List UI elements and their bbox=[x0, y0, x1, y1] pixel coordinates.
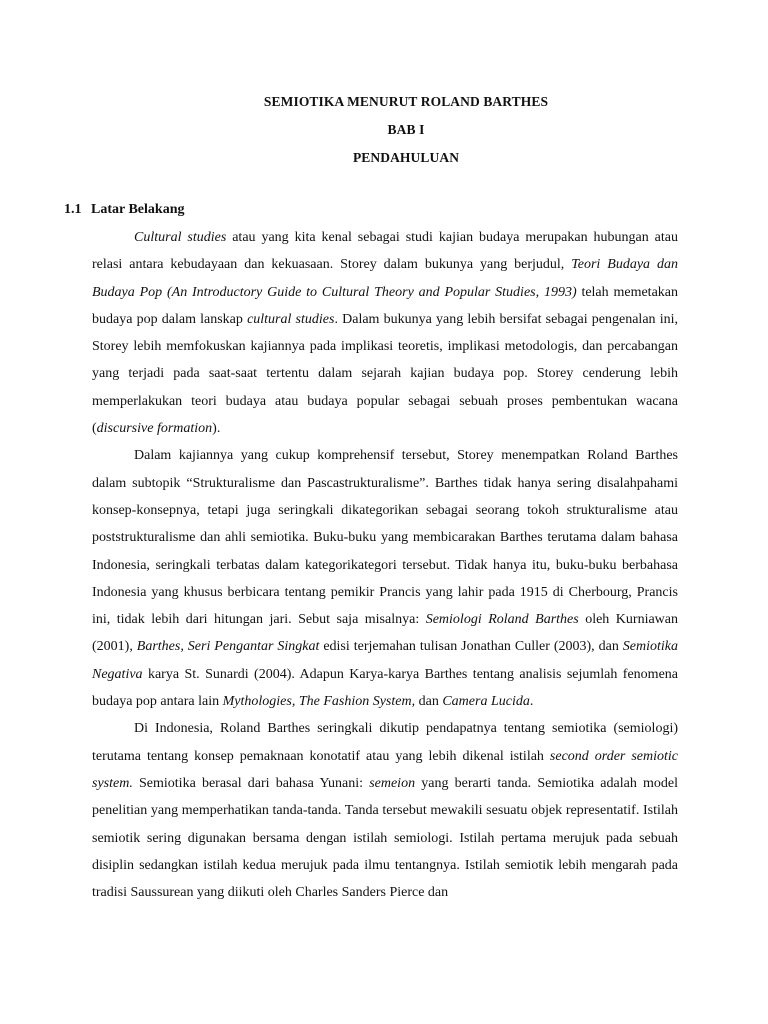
book-title: Semiologi Roland Barthes bbox=[425, 612, 579, 628]
section-heading bbox=[64, 202, 184, 218]
paragraph-1 bbox=[92, 224, 678, 442]
italic-term: semeion bbox=[369, 775, 416, 791]
text-run: telah memetakan budaya pop dalam lanskap bbox=[92, 284, 678, 327]
text-run: ). bbox=[212, 421, 221, 437]
book-title: Camera Lucida bbox=[442, 694, 530, 710]
text-run: Semiotika berasal dari bahasa Yunani: bbox=[132, 775, 370, 791]
italic-term: discursive formation bbox=[96, 421, 213, 437]
text-run: karya St. Sunardi (2004). Adapun Karya-karya Barthes tentang analisis sejumlah fenomena budaya pop antara lain bbox=[92, 666, 678, 710]
italic-term: second order semiotic system. bbox=[92, 748, 678, 791]
paragraph-3 bbox=[92, 715, 678, 906]
paragraph-2 bbox=[92, 442, 678, 715]
document-title: SEMIOTIKA MENURUT ROLAND BARTHES bbox=[263, 94, 549, 109]
book-title: Teori Budaya dan Budaya Pop (An Introductory Guide to Cultural Theory and Popular Studies, 1993) bbox=[92, 257, 678, 300]
text-run: . bbox=[529, 694, 534, 710]
book-title: Semiotika Negativa bbox=[92, 639, 678, 682]
section-number: 1.1 bbox=[64, 202, 82, 217]
text-run: . Dalam bukunya yang lebih bersifat sebagai pengenalan ini, Storey lebih memfokuskan kajiannya pada implikasi teoretis, implikasi metodologis, dan percabangan yang terjadi pada saat-saat tertentu dalam sejarah kajian budaya pop. Storey cenderung lebih memperlakukan teori budaya atau budaya popular sebagai sebuah proses pembentukan wacana ( bbox=[92, 311, 678, 437]
text-run: dan bbox=[415, 694, 443, 710]
book-title: Barthes, Seri Pengantar Singkat bbox=[136, 639, 320, 655]
text-run: yang berarti tanda. Semiotika adalah model penelitian yang memperhatikan tanda-tanda. Tanda tersebut mewakili sesuatu objek representatif. Istilah semiotik sering digunakan bersama dengan istilah semiologi. Istilah pertama merujuk pada sebuah disiplin sedangkan istilah kedua merujuk pada ilmu tentangnya. Istilah semiotik lebih mengarah pada tradisi Saussurean yang diikuti oleh Charles Sanders Pierce dan bbox=[92, 775, 678, 901]
italic-term: Cultural studies bbox=[134, 230, 227, 245]
text-run: oleh Kurniawan (2001), bbox=[92, 612, 678, 655]
chapter-label: BAB I bbox=[387, 122, 425, 137]
chapter-title: PENDAHULUAN bbox=[352, 150, 460, 165]
text-run: edisi terjemahan tulisan Jonathan Culler (2003), dan bbox=[319, 639, 623, 655]
book-title: Mythologies, The Fashion System, bbox=[222, 694, 416, 710]
body-text bbox=[92, 224, 678, 906]
text-run: Di Indonesia, Roland Barthes seringkali dikutip pendapatnya tentang semiotika (semiologi) terutama tentang konsep pemaknaan konotatif atau yang lebih dikenal istilah bbox=[92, 721, 678, 764]
text-run: atau yang kita kenal sebagai studi kajian budaya merupakan hubungan atau relasi antara kebudayaan dan kekuasaan. Storey dalam bukunya yang berjudul, bbox=[92, 230, 678, 273]
text-run: Dalam kajiannya yang cukup komprehensif tersebut, Storey menempatkan Roland Barthes dalam subtopik “Strukturalisme dan Pascastrukturalisme”. Barthes tidak hanya sering disalahpahami konsep-konsepnya, tetapi juga seringkali dikategorikan sebagai seorang tokoh strukturalisme atau poststrukturalisme dan ahli semiotika. Buku-buku yang membicarakan Barthes terutama dalam bahasa Indonesia, seringkali terbatas dalam kategorikategori tersebut. Tidak hanya itu, buku-buku berbahasa Indonesia yang khusus berbicara tentang pemikir Prancis yang lahir pada 1915 di Cherbourg, Prancis ini, tidak lebih dari hitungan jari. Sebut saja misalnya: bbox=[92, 448, 678, 628]
section-title: Latar Belakang bbox=[91, 202, 185, 217]
italic-term: cultural studies bbox=[247, 311, 335, 327]
